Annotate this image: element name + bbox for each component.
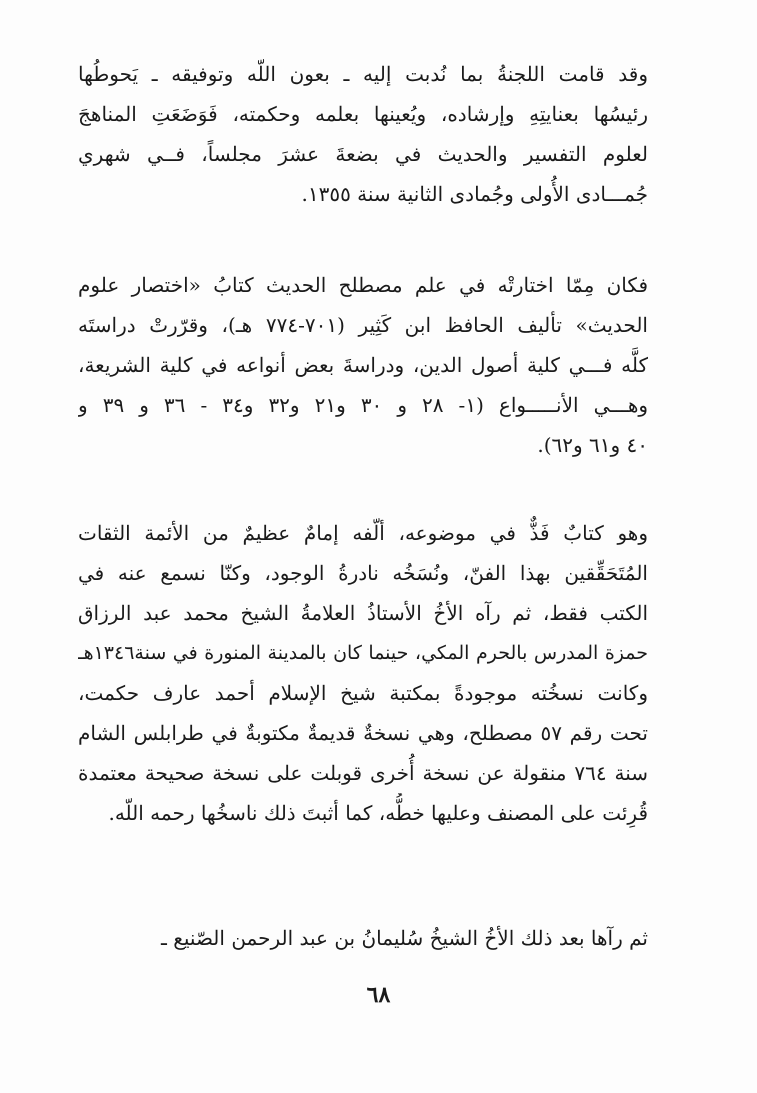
text-line: حمزة المدرس بالحرم المكي، حينما كان بالمدينة المنورة في سنة١٣٤٦هـ: [78, 642, 648, 664]
text-line: فكان مِمّا اختارتْه في علم مصطلح الحديث كتابُ «اختصار علوم: [78, 273, 648, 297]
text-line: كلَّه فـــي كلية أصول الدين، ودراسةَ بعض أنواعه في كلية الشريعة،: [78, 353, 648, 377]
text-line: رئيسُها بعنايتِهِ وإرشاده، ويُعينها بعلمه وحكمته، فَوَضَعَتِ المناهجَ: [78, 102, 648, 126]
text-line: المُتَحَقِّقين بهذا الفنّ، ونُسَخُه نادرةُ الوجود، وكنّا نسمع عنه في: [78, 561, 648, 585]
text-line: ثم رآها بعد ذلك الأخُ الشيخُ سُليمانُ بن عبد الرحمن الصّنيع ـ: [161, 926, 648, 950]
text-line: جُمـــادى الأُولى وجُمادى الثانية سنة ١٣٥٥.: [301, 182, 648, 206]
text-line: وقد قامت اللجنةُ بما نُدبت إليه ـ بعون اللّه وتوفيقه ـ يَحوطُها: [78, 62, 648, 86]
paragraph-continuation: [78, 918, 648, 958]
page-number: ٦٨: [366, 982, 391, 1008]
text-line: وهو كتابٌ فَذٌّ في موضوعه، ألّفه إمامٌ عظيمٌ من الأئمة الثقات: [78, 521, 648, 545]
paragraph-manuscript: [78, 513, 648, 833]
paragraph-book-choice: [78, 265, 648, 465]
text-line: وكانت نسخُته موجودةً بمكتبة شيخ الإسلام أحمد عارف حكمت،: [78, 681, 648, 705]
paragraph-committee: [78, 54, 648, 214]
text-line: سنة ٧٦٤ منقولة عن نسخة أُخرى قوبلت على نسخة صحيحة معتمدة: [78, 761, 648, 785]
text-line: لعلوم التفسير والحديث في بضعةَ عشرَ مجلساً، فــي شهري: [78, 142, 648, 166]
text-line: تحت رقم ٥٧ مصطلح، وهي نسخةٌ قديمةٌ مكتوبةٌ في طرابلس الشام: [78, 721, 648, 745]
text-line: ٤٠ و٦١ و٦٢).: [537, 433, 648, 457]
text-line: الحديث» تأليف الحافظ ابن كَثِير (٧٠١-٧٧٤ هـ)، وقرّرتْ دراستَه: [78, 313, 648, 337]
text-line: وهـــي الأنـــــواع (١- ٢٨ و ٣٠ و٢١ و٣٢ و٣٤ - ٣٦ و ٣٩ و: [78, 393, 648, 417]
text-line: الكتب فقط، ثم رآه الأخُ الأستاذُ العلامةُ الشيخ محمد عبد الرزاق: [78, 601, 648, 625]
text-line: قُرِئت على المصنف وعليها خطُّه، كما أثبتَ ذلك ناسخُها رحمه اللّه.: [108, 801, 648, 825]
